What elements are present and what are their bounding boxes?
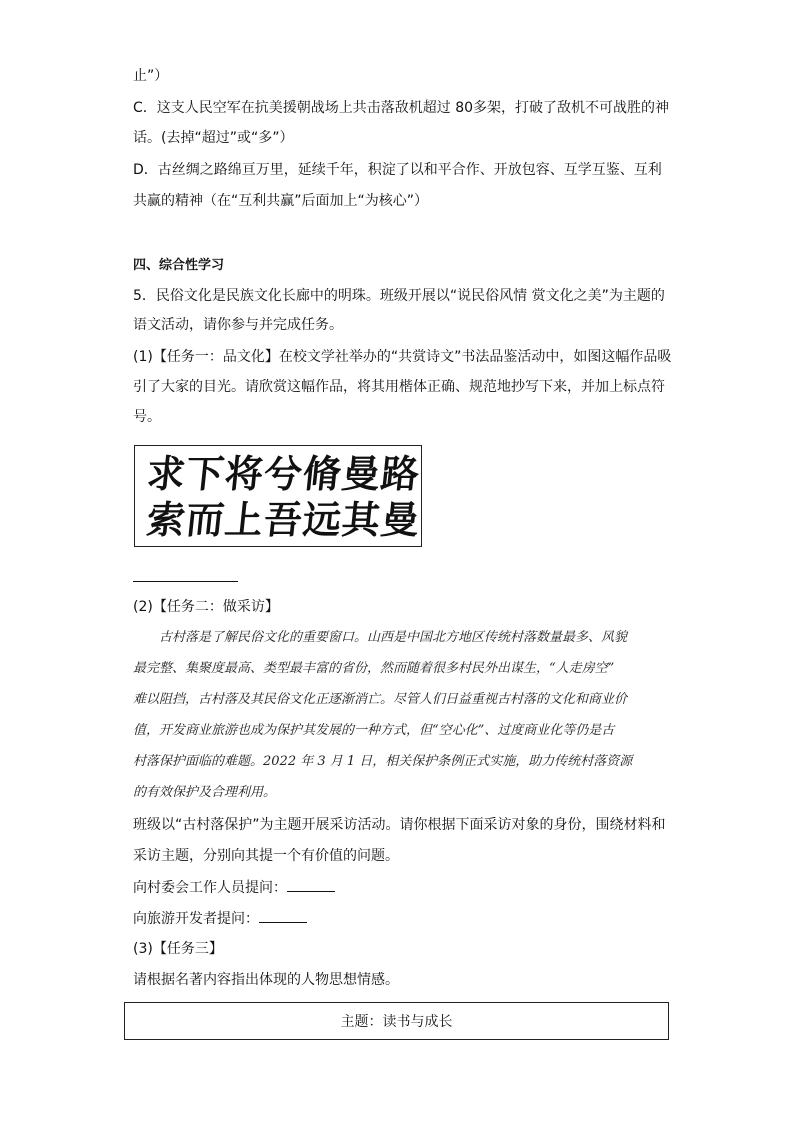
option-c-line1: C．这支人民空军在抗美援朝战场上共击落敌机超过 80多架，打破了敌机不可战胜的神 (133, 100, 670, 116)
task3-title: (3)【任务三】 (133, 941, 223, 957)
task2-title: (2)【任务二：做采访】 (133, 599, 279, 615)
ask-village-label: 向村委会工作人员提问： (133, 880, 287, 896)
task1-line3: 号。 (133, 409, 161, 425)
theme-label: 主题：读书与成长 (340, 1014, 453, 1030)
ask-developer-blank[interactable] (259, 908, 307, 923)
calligraphy-row-2: 索而上吾远其曼 (144, 497, 423, 542)
material-line-6: 的有效保护及合理利用。 (133, 785, 277, 800)
task1-line1: (1)【任务一：品文化】在校文学社举办的“共赏诗文”书法品鉴活动中，如图这幅作品吸 (133, 349, 672, 365)
theme-box (124, 1002, 669, 1040)
option-b-tail: 止”） (133, 68, 169, 84)
ask-village-row (133, 877, 335, 898)
material-line-2: 最完整、集聚度最高、类型最丰富的省份，然而随着很多村民外出谋生，“人走房空” (133, 661, 615, 676)
task2-prompt-line2: 采访主题，分别向其提一个有价值的问题。 (133, 848, 399, 864)
calligraphy-artwork (134, 445, 422, 547)
option-c-line2: 话。(去掉“超过”或“多”） (133, 130, 294, 146)
material-line-4: 值，开发商业旅游也成为保护其发展的一种方式，但“空心化”、过度商业化等仍是古 (133, 723, 615, 738)
question5-line2: 语文活动，请你参与并完成任务。 (133, 317, 343, 333)
material-line-1: 古村落是了解民俗文化的重要窗口。山西是中国北方地区传统村落数量最多、风貌 (133, 630, 628, 645)
ask-developer-label: 向旅游开发者提问： (133, 911, 259, 927)
answer-line[interactable] (133, 581, 238, 582)
section-heading: 四、综合性学习 (133, 258, 225, 273)
option-d-line1: D．古丝绸之路绵亘万里，延续千年，积淀了以和平合作、开放包容、互学互鉴、互利 (133, 162, 662, 178)
material-line-3: 难以阻挡，古村落及其民俗文化正逐渐消亡。尽管人们日益重视古村落的文化和商业价 (133, 692, 628, 707)
calligraphy-row-1: 求下将兮脩曼路 (144, 451, 423, 496)
task2-prompt-line1: 班级以“古村落保护”为主题开展采访活动。请你根据下面采访对象的身份，围绕材料和 (133, 817, 666, 833)
task3-instruction: 请根据名著内容指出体现的人物思想情感。 (133, 972, 399, 988)
ask-developer-row (133, 908, 307, 929)
material-line-5: 村落保护面临的难题。2022 年 3 月 1 日，相关保护条例正式实施，助力传统村落资源 (133, 754, 633, 769)
ask-village-blank[interactable] (287, 877, 335, 892)
question5-line1: 5．民俗文化是民族文化长廊中的明珠。班级开展以“说民俗风情 赏文化之美”为主题的 (133, 288, 665, 304)
task1-line2: 引了大家的目光。请欣赏这幅作品，将其用楷体正确、规范地抄写下来，并加上标点符 (133, 379, 665, 395)
option-d-line2: 共赢的精神（在“互利共赢”后面加上“为核心”） (133, 193, 429, 209)
